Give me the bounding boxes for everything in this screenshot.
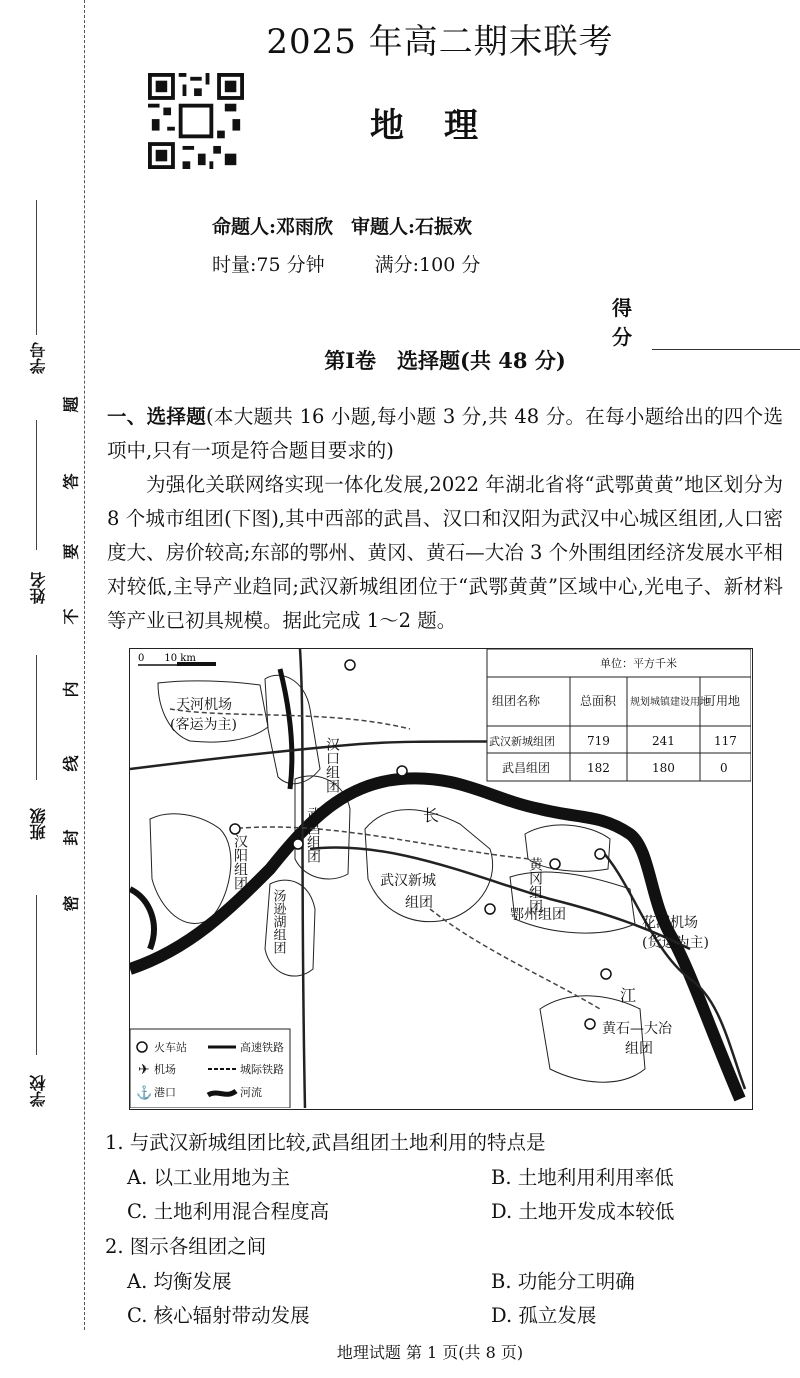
label-xincheng-2: 组团	[405, 895, 433, 911]
seal-char: 要	[61, 543, 81, 560]
q2-option-c[interactable]: C. 核心辐射带动发展	[127, 1304, 310, 1327]
label-huahu-sub: (货运为主)	[642, 935, 709, 951]
td-name: 武汉新城组团	[489, 735, 555, 748]
section-title: 第Ⅰ卷 选择题(共 48 分)	[324, 348, 566, 373]
label-tangxunhu: 汤逊湖组团	[270, 889, 286, 954]
label-river-jiang: 江	[620, 986, 637, 1005]
qr-code-icon[interactable]	[148, 73, 244, 169]
th-area: 总面积	[580, 694, 617, 708]
seal-char: 内	[61, 681, 81, 698]
td-available: 117	[714, 734, 737, 748]
td-planned: 180	[652, 761, 675, 775]
label-huahu: 花湖机场	[642, 915, 698, 931]
label-huangshi-1: 黄石—大冶	[602, 1021, 672, 1037]
td-available: 0	[720, 761, 728, 775]
time-limit: 时量:75 分钟	[212, 254, 325, 276]
td-planned: 241	[652, 734, 675, 748]
th-name: 组团名称	[492, 694, 541, 708]
instruction-text: (本大题共 16 小题,每小题 3 分,共 48 分。在每小题给出的四个选项中,只有一项是符合题目要求的)	[107, 405, 783, 462]
label-tianhe-sub: (客运为主)	[170, 717, 237, 733]
airport-icon: ✈	[138, 1062, 150, 1078]
class-label: 班级	[29, 808, 48, 840]
q2-option-b[interactable]: B. 功能分工明确	[491, 1270, 635, 1293]
label-ezhou: 鄂州组团	[510, 907, 566, 923]
full-score: 满分:100 分	[374, 254, 481, 276]
reviewer: 审题人:石振欢	[351, 216, 473, 238]
table-unit: 单位：平方千米	[600, 657, 677, 670]
score-box	[612, 292, 800, 350]
setter: 命题人:邓雨欣	[212, 216, 334, 238]
exam-title: 2025 年高二期末联考	[266, 22, 614, 62]
th-planned: 规划城镇建设用地	[630, 697, 710, 708]
legend-hsr: 高速铁路	[240, 1041, 284, 1054]
legend-intercity: 城际铁路	[240, 1063, 284, 1076]
q1-option-c[interactable]: C. 土地利用混合程度高	[127, 1200, 330, 1223]
td-area: 182	[587, 761, 610, 775]
seal-char: 线	[61, 755, 81, 772]
seal-char: 封	[61, 829, 81, 846]
page-footer: 地理试题 第 1 页(共 8 页)	[336, 1343, 524, 1362]
instructions	[107, 400, 783, 468]
legend-river: 河流	[240, 1086, 262, 1099]
label-huanggang: 黄冈组团	[527, 857, 543, 913]
class-line	[36, 655, 37, 780]
seal-char: 答	[61, 473, 81, 490]
q1-option-a[interactable]: A. 以工业用地为主	[127, 1166, 290, 1189]
authors-line	[212, 212, 472, 239]
student-id-line	[36, 200, 37, 335]
seal-char: 不	[61, 608, 81, 625]
seal-char: 密	[61, 895, 81, 912]
label-huangshi-2: 组团	[625, 1041, 653, 1057]
passage: 为强化关联网络实现一体化发展,2022 年湖北省将“武鄂黄黄”地区划分为 8 个城市组团(下图),其中西部的武昌、汉口和汉阳为武汉中心城区组团,人口密度大、房价较高;东部的鄂州、黄冈、黄石—大冶 3 个外围组团经济发展水平相对较低,主导产业趋同;武汉新城组团位于“武鄂黄黄”区域中心,光电子、新材料等产业已初具规模。据此完成 1～2 题。	[107, 473, 783, 632]
label-xincheng-1: 武汉新城	[380, 873, 436, 889]
label-hanyang: 汉阳组团	[232, 834, 248, 890]
q1-option-b[interactable]: B. 土地利用利用率低	[491, 1166, 674, 1189]
question-2-stem: 2. 图示各组团之间	[105, 1235, 267, 1258]
score-label: 得分	[612, 296, 632, 349]
q2-option-a[interactable]: A. 均衡发展	[127, 1270, 232, 1293]
instruction-heading: 一、选择题	[107, 405, 206, 428]
map-figure	[129, 648, 753, 1110]
q2-option-d[interactable]: D. 孤立发展	[491, 1304, 597, 1327]
question-1-stem: 1. 与武汉新城组团比较,武昌组团土地利用的特点是	[105, 1131, 546, 1154]
legend-port: 港口	[154, 1086, 176, 1099]
legend-airport: 机场	[154, 1063, 176, 1076]
name-label: 姓名	[29, 572, 48, 604]
label-tianhe: 天河机场	[176, 697, 232, 713]
label-hankou: 汉口组团	[324, 737, 340, 793]
scale-label: 0 10 km	[138, 653, 196, 664]
school-line	[36, 895, 37, 1055]
map-svg	[130, 649, 751, 1108]
th-available: 可用地	[704, 694, 741, 708]
port-icon: ⚓	[136, 1086, 153, 1101]
exam-meta	[212, 250, 480, 277]
name-line	[36, 420, 37, 550]
school-label: 学校	[29, 1075, 48, 1107]
seal-char: 题	[61, 396, 81, 413]
legend-station: 火车站	[154, 1041, 187, 1054]
subject-title: 地理	[370, 106, 518, 146]
td-area: 719	[587, 734, 610, 748]
label-river-chang: 长	[423, 806, 440, 825]
fold-dashed-line	[84, 0, 85, 1330]
label-wuchang: 武昌组团	[305, 807, 321, 863]
student-id-label: 学号	[29, 342, 48, 374]
q1-option-d[interactable]: D. 土地开发成本较低	[491, 1200, 675, 1223]
td-name: 武昌组团	[502, 761, 551, 775]
